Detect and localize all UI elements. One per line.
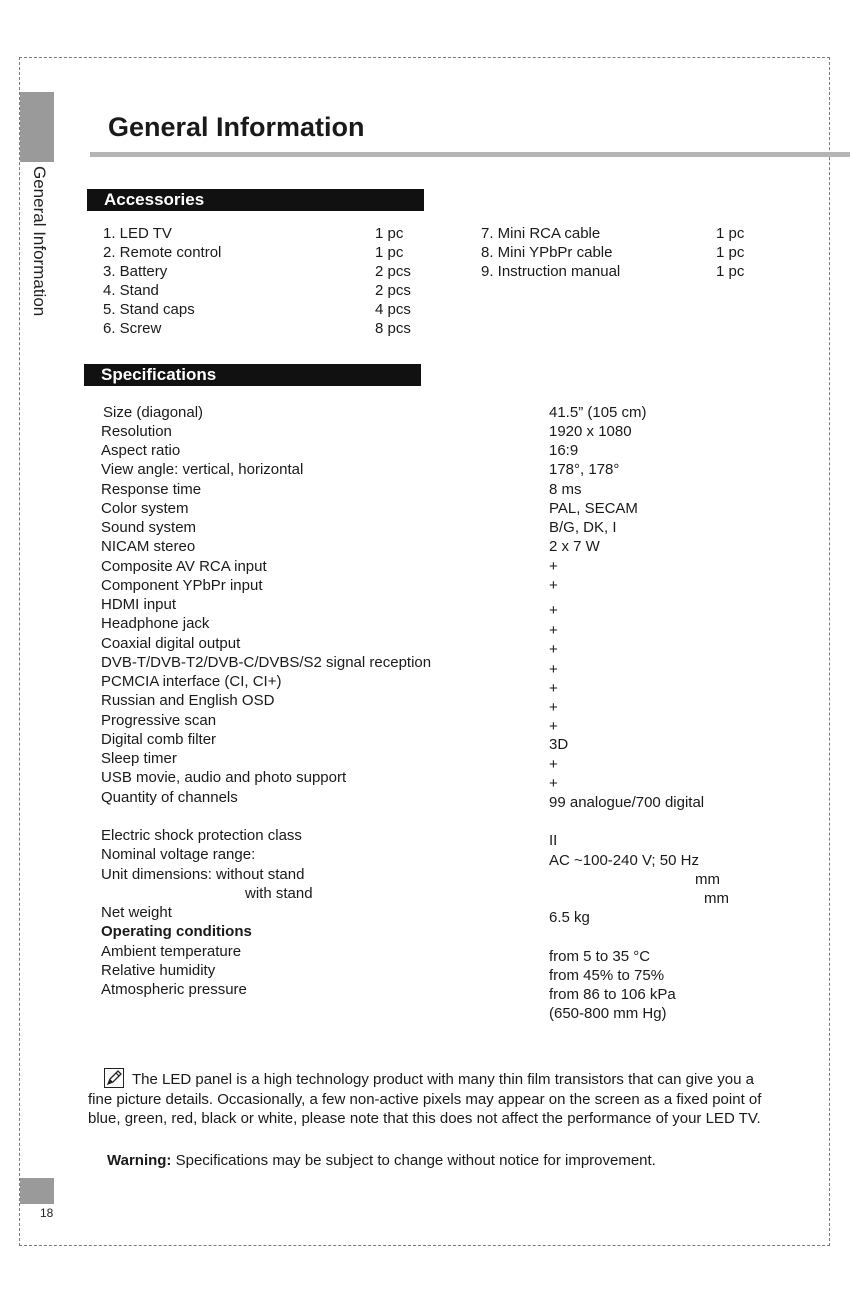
spec-label: Russian and English OSD <box>101 692 275 709</box>
spec-value: + <box>549 718 558 735</box>
spec-label: DVB-T/DVB-T2/DVB-C/DVBS/S2 signal reception <box>101 654 432 671</box>
accessory-item-name: 2. Remote control <box>103 244 222 261</box>
spec-label: Color system <box>101 500 189 517</box>
spec-value: 41.5” (105 cm) <box>549 404 647 421</box>
spec-label: Ambient temperature <box>101 943 242 960</box>
spec-label: Composite AV RCA input <box>101 558 267 575</box>
accessory-item-name: 4. Stand <box>103 282 159 299</box>
spec-value: (650-800 mm Hg) <box>549 1005 667 1022</box>
accessory-item-name: 3. Battery <box>103 263 168 280</box>
accessory-item-qty: 1 pc <box>716 244 745 261</box>
spec-label: View angle: vertical, horizontal <box>101 461 304 478</box>
spec-value: 3D <box>549 736 569 753</box>
spec-value: from 5 to 35 °C <box>549 948 651 965</box>
spec-value: AC ~100-240 V; 50 Hz <box>549 852 699 869</box>
spec-label: Quantity of channels <box>101 789 238 806</box>
accessory-item-qty: 2 pcs <box>375 263 411 280</box>
spec-label: Net weight <box>101 904 172 921</box>
note-pencil-icon <box>104 1068 124 1088</box>
accessory-item-qty: 4 pcs <box>375 301 411 318</box>
spec-value: 16:9 <box>549 442 579 459</box>
warning-line <box>107 1152 656 1169</box>
spec-label: Progressive scan <box>101 712 217 729</box>
spec-label: Atmospheric pressure <box>101 981 247 998</box>
accessory-item-name: 8. Mini YPbPr cable <box>481 244 613 261</box>
accessory-item-qty: 2 pcs <box>375 282 411 299</box>
spec-value: from 86 to 106 kPa <box>549 986 676 1003</box>
spec-value: B/G, DK, I <box>549 519 617 536</box>
spec-label: Sound system <box>101 519 197 536</box>
spec-label: Electric shock protection class <box>101 827 302 844</box>
spec-value: + <box>549 699 558 716</box>
spec-label: Resolution <box>101 423 172 440</box>
accessory-item-qty: 1 pc <box>375 225 404 242</box>
spec-value: + <box>549 577 558 594</box>
warning-text: Specifications may be subject to change without notice for improvement. <box>171 1152 656 1169</box>
spec-value: 1920 x 1080 <box>549 423 632 440</box>
accessory-item-qty: 1 pc <box>375 244 404 261</box>
page-tab-marker <box>20 1178 54 1204</box>
accessory-item-name: 6. Screw <box>103 320 162 337</box>
spec-value: II <box>549 832 558 849</box>
operating-conditions-heading: Operating conditions <box>101 923 252 940</box>
spec-label: with stand <box>245 885 313 902</box>
accessory-item-name: 9. Instruction manual <box>481 263 621 280</box>
page-number: 18 <box>40 1206 54 1220</box>
spec-value: 6.5 kg <box>549 909 590 926</box>
note-text: The LED panel is a high technology product with many thin film transistors that can give you a fine picture details. Occasionally, a few non-active pixels may appear on the screen as a fixed point of blue, green, red, black or white, please note that this does not affect the performance of your LED TV. <box>88 1071 762 1127</box>
warning-label: Warning: <box>107 1152 172 1169</box>
page-title: General Information <box>108 112 365 142</box>
spec-value: from 45% to 75% <box>549 967 665 984</box>
spec-label: Component YPbPr input <box>101 577 263 594</box>
spec-value: PAL, SECAM <box>549 500 638 517</box>
spec-label: HDMI input <box>101 596 177 613</box>
spec-value: + <box>549 641 558 658</box>
spec-label: Sleep timer <box>101 750 177 767</box>
accessory-item-name: 5. Stand caps <box>103 301 195 318</box>
spec-label: Nominal voltage range: <box>101 846 256 863</box>
spec-label: Response time <box>101 481 202 498</box>
spec-value: + <box>549 680 558 697</box>
spec-value: mm <box>695 871 720 888</box>
spec-value: 99 analogue/700 digital <box>549 794 705 811</box>
spec-value: 8 ms <box>549 481 582 498</box>
spec-value: + <box>549 756 558 773</box>
spec-label: Relative humidity <box>101 962 216 979</box>
spec-value: 2 x 7 W <box>549 538 600 555</box>
spec-label: PCMCIA interface (CI, CI+) <box>101 673 282 690</box>
spec-label: Unit dimensions: without stand <box>101 866 305 883</box>
accessory-item-name: 1. LED TV <box>103 225 172 242</box>
side-section-label: General Information <box>30 166 49 317</box>
spec-label: Digital comb filter <box>101 731 217 748</box>
side-tab-marker <box>20 92 54 162</box>
spec-label: Size (diagonal) <box>103 404 204 421</box>
accessory-item-name: 7. Mini RCA cable <box>481 225 601 242</box>
spec-value: + <box>549 602 558 619</box>
spec-label: Headphone jack <box>101 615 210 632</box>
accessory-item-qty: 8 pcs <box>375 320 411 337</box>
spec-value: 178°, 178° <box>549 461 620 478</box>
spec-value: + <box>549 661 558 678</box>
accessory-item-qty: 1 pc <box>716 263 745 280</box>
specifications-heading: Specifications <box>84 364 421 386</box>
spec-value: mm <box>704 890 729 907</box>
accessory-item-qty: 1 pc <box>716 225 745 242</box>
spec-label: Coaxial digital output <box>101 635 241 652</box>
spec-label: NICAM stereo <box>101 538 196 555</box>
accessories-heading: Accessories <box>87 189 424 211</box>
spec-value: + <box>549 775 558 792</box>
spec-value: + <box>549 622 558 639</box>
note-paragraph <box>88 1068 768 1129</box>
spec-label: Aspect ratio <box>101 442 181 459</box>
title-divider <box>90 152 850 157</box>
spec-label: USB movie, audio and photo support <box>101 769 347 786</box>
spec-value: + <box>549 558 558 575</box>
